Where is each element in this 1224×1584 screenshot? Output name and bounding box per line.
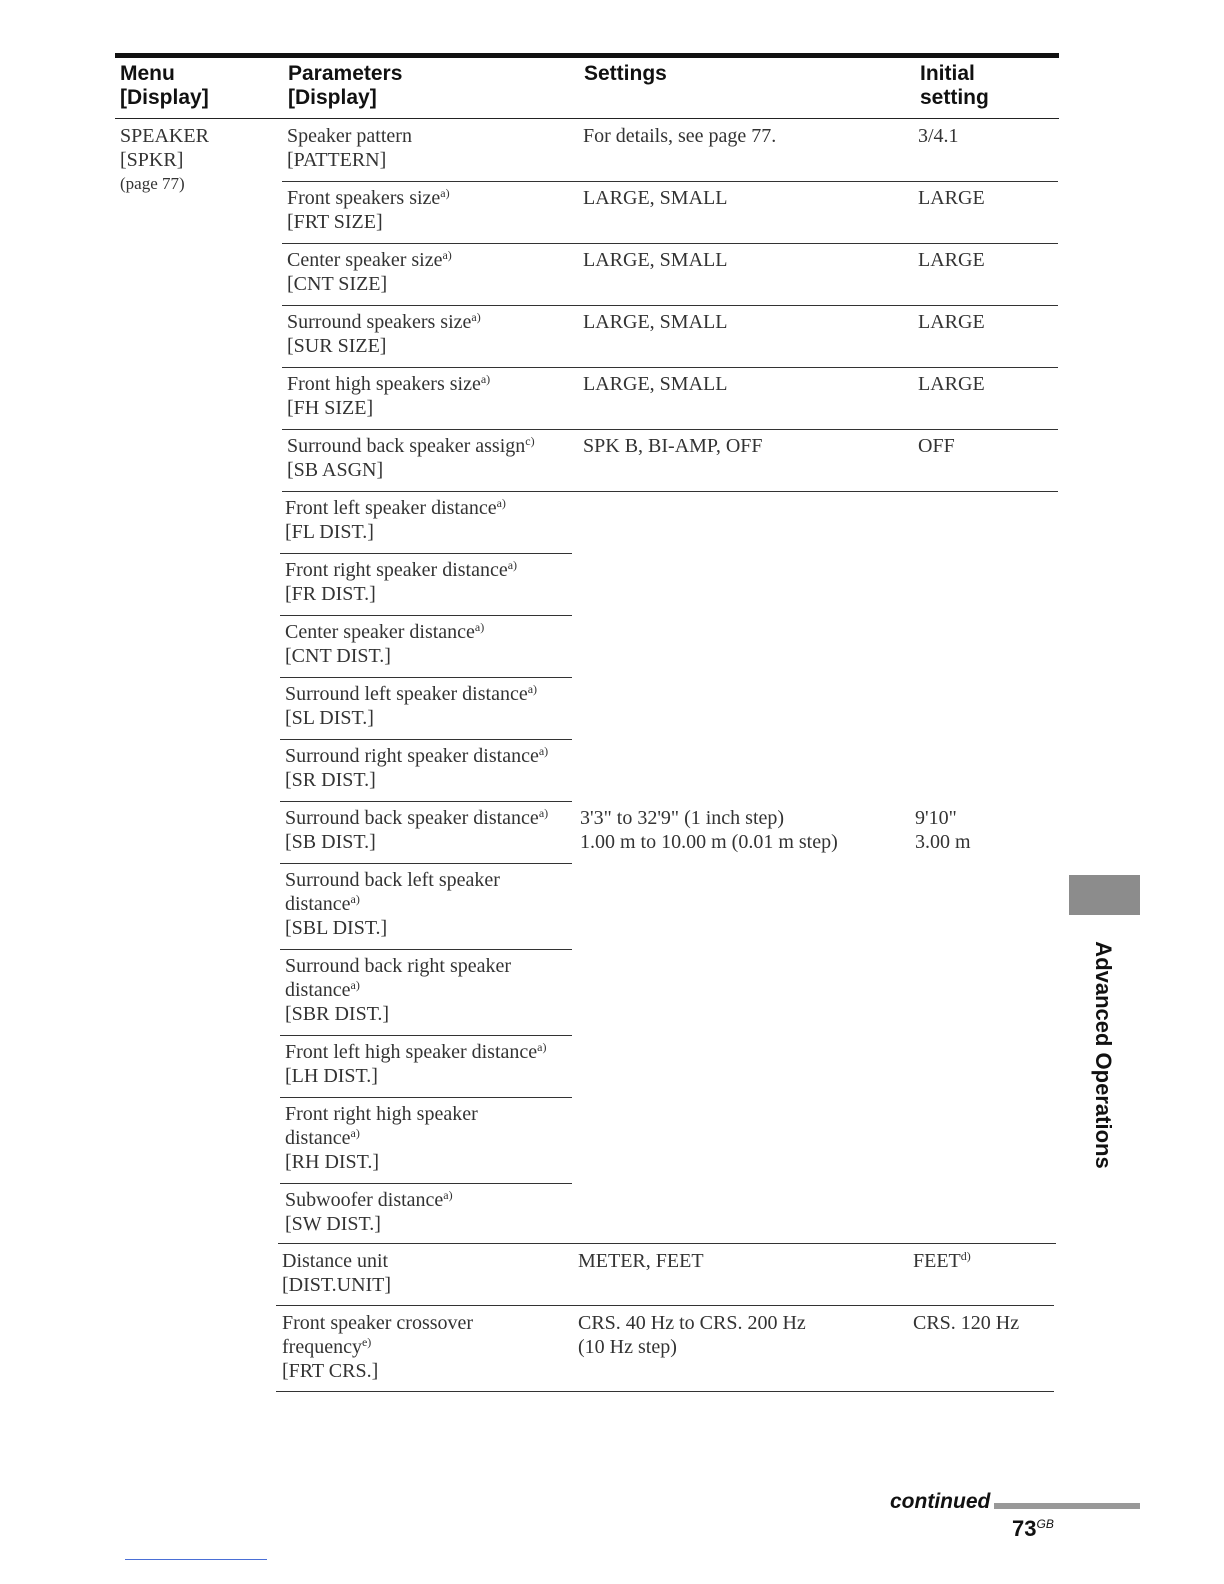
footnote-marker: a) (538, 806, 549, 820)
parameter-cell (287, 248, 452, 296)
header-settings: Settings (584, 62, 667, 85)
row-rule (282, 243, 1058, 244)
initial-cell: LARGE (918, 373, 985, 395)
parameter-label: Surround back speaker assign (287, 435, 526, 457)
parameter-name-continued (285, 978, 511, 1002)
initial-cell: OFF (918, 435, 955, 457)
distance-settings-cell (580, 806, 838, 854)
settings-cell: LARGE, SMALL (583, 373, 728, 395)
row-rule (282, 429, 1058, 430)
row-rule (282, 367, 1058, 368)
distance-parameter-cell (285, 620, 484, 668)
parameter-name-continued (285, 1126, 478, 1150)
distance-row-rule (280, 1035, 572, 1036)
settings-cell (578, 1249, 704, 1273)
parameter-label: Front right high speaker (285, 1103, 478, 1125)
initial-value: FEET (913, 1250, 961, 1272)
parameter-name-continued (282, 1335, 473, 1359)
footnote-marker: a) (442, 248, 452, 262)
distance-parameter-cell (285, 558, 517, 606)
parameter-cell (287, 310, 481, 358)
settings-cell: SPK B, BI-AMP, OFF (583, 435, 763, 457)
footnote-marker: a) (350, 978, 360, 992)
settings-cell: LARGE, SMALL (583, 249, 728, 271)
parameter-display: [SB DIST.] (285, 831, 376, 853)
parameter-label: Surround right speaker distance (285, 745, 539, 767)
distance-row-rule (280, 739, 572, 740)
parameter-name-continued (285, 892, 500, 916)
parameter-name (285, 954, 511, 978)
initial-cell: LARGE (918, 249, 985, 271)
parameter-name (287, 248, 452, 272)
distance-row-rule (280, 863, 572, 864)
parameter-label: Center speaker size (287, 249, 443, 271)
parameter-label: Surround left speaker distance (285, 683, 528, 705)
continued-label: continued (890, 1490, 991, 1513)
settings-cell (578, 1311, 806, 1359)
parameter-name (285, 558, 517, 582)
parameter-display: [SBL DIST.] (285, 917, 388, 939)
initial-cell: 3/4.1 (918, 125, 959, 147)
parameter-display: [PATTERN] (287, 149, 387, 171)
footnote-marker: d) (960, 1249, 971, 1263)
parameter-display: [FR DIST.] (285, 583, 376, 605)
parameter-label: Surround back speaker distance (285, 807, 539, 829)
header-parameters: Parameters [Display] (288, 62, 403, 109)
footnote-marker: a) (350, 1126, 360, 1140)
parameter-name (285, 620, 484, 644)
page-number: $73^{GB}$ (1012, 1516, 1054, 1541)
parameter-label: Front left high speaker distance (285, 1041, 538, 1063)
initial-cell (913, 1311, 1019, 1335)
parameter-name (285, 744, 548, 768)
parameter-display: [SL DIST.] (285, 707, 374, 729)
parameter-name (285, 806, 548, 830)
footnote-marker: a) (350, 892, 360, 906)
parameter-label: frequency (282, 1336, 362, 1358)
parameter-display: [SR DIST.] (285, 769, 376, 791)
parameter-label: Front speaker crossover (282, 1312, 474, 1334)
distance-range-meter: 1.00 m to 10.00 m (0.01 m step) (580, 831, 838, 853)
parameter-display: [CNT SIZE] (287, 273, 388, 295)
parameter-label: Front left speaker distance (285, 497, 497, 519)
footnote-marker: a) (496, 496, 506, 510)
row-rule (276, 1391, 1054, 1392)
distance-parameter-cell (285, 806, 548, 854)
parameter-name (287, 310, 481, 334)
parameter-label: Center speaker distance (285, 621, 475, 643)
parameter-display: [LH DIST.] (285, 1065, 378, 1087)
parameter-name (287, 124, 412, 148)
footnote-marker: a) (443, 1188, 453, 1202)
distance-row-rule (280, 615, 572, 616)
initial-value: CRS. 120 Hz (913, 1312, 1020, 1334)
row-rule (282, 491, 1058, 492)
footnote-marker: a) (471, 310, 481, 324)
distance-parameter-cell (285, 1040, 546, 1088)
parameter-cell (287, 434, 535, 482)
menu-speaker: SPEAKER [SPKR] (page 77) (120, 125, 209, 193)
distance-initial-feet: 9'10" (915, 807, 957, 829)
parameter-display: [FH SIZE] (287, 397, 374, 419)
row-rule (278, 1243, 1056, 1244)
parameter-label: Front right speaker distance (285, 559, 508, 581)
distance-parameter-cell (285, 682, 537, 730)
parameter-name (282, 1249, 391, 1273)
distance-range-feet: 3'3" to 32'9" (1 inch step) (580, 807, 785, 829)
footnote-marker: a) (507, 558, 518, 572)
parameter-label: Surround speakers size (287, 311, 472, 333)
header-menu: Menu [Display] (120, 62, 209, 109)
distance-row-rule (280, 801, 572, 802)
initial-cell (913, 1249, 971, 1273)
settings-line: METER, FEET (578, 1250, 704, 1272)
parameter-display: [SBR DIST.] (285, 1003, 390, 1025)
parameter-cell (287, 186, 450, 234)
distance-row-rule (280, 949, 572, 950)
table-top-rule (115, 53, 1059, 58)
footnote-marker: c) (525, 434, 535, 448)
parameter-display: [SW DIST.] (285, 1213, 381, 1235)
footnote-marker: e) (361, 1335, 372, 1349)
parameter-name (285, 1040, 546, 1064)
parameter-label: distance (285, 1127, 351, 1149)
header-bottom-rule (115, 118, 1059, 119)
footnote-marker: a) (480, 372, 491, 386)
distance-row-rule (280, 677, 572, 678)
parameter-label: Front speakers size (287, 187, 441, 209)
row-rule (282, 181, 1058, 182)
parameter-name (287, 434, 535, 458)
footnote-marker: a) (527, 682, 538, 696)
distance-parameter-cell (285, 868, 500, 940)
parameter-name (287, 186, 450, 210)
parameter-display: [FRT SIZE] (287, 211, 383, 233)
distance-row-rule (280, 1183, 572, 1184)
settings-cell: LARGE, SMALL (583, 187, 728, 209)
row-rule (282, 305, 1058, 306)
parameter-display: [RH DIST.] (285, 1151, 380, 1173)
initial-cell: LARGE (918, 187, 985, 209)
parameter-display: [SUR SIZE] (287, 335, 387, 357)
parameter-name (287, 372, 490, 396)
section-tab-marker (1069, 875, 1140, 915)
footnote-marker: a) (538, 744, 549, 758)
footnote-marker: a) (537, 1040, 547, 1054)
parameter-name (285, 1102, 478, 1126)
parameter-display: [SB ASGN] (287, 459, 384, 481)
parameter-display: [FL DIST.] (285, 521, 374, 543)
distance-parameter-cell (285, 1188, 453, 1236)
parameter-label: Surround back right speaker (285, 955, 512, 977)
distance-initial-cell (915, 806, 971, 854)
parameter-display: [FRT CRS.] (282, 1360, 379, 1382)
distance-row-rule (280, 1097, 572, 1098)
row-rule (276, 1305, 1054, 1306)
parameter-name (285, 496, 506, 520)
parameter-label: distance (285, 979, 351, 1001)
footer-line (125, 1559, 267, 1560)
parameter-label: Distance unit (282, 1250, 389, 1272)
parameter-display: [CNT DIST.] (285, 645, 391, 667)
footnote-marker: a) (474, 620, 485, 634)
footnote-marker: a) (440, 186, 450, 200)
distance-parameter-cell (285, 954, 511, 1026)
continued-bar (994, 1503, 1140, 1509)
parameter-cell (287, 372, 490, 420)
settings-line: (10 Hz step) (578, 1336, 677, 1358)
distance-parameter-cell (285, 1102, 478, 1174)
section-tab-label: Advanced Operations (1091, 941, 1116, 1169)
distance-parameter-cell (285, 496, 506, 544)
parameter-name (282, 1311, 473, 1335)
parameter-label: distance (285, 893, 351, 915)
distance-initial-meter: 3.00 m (915, 831, 971, 853)
parameter-label: Front high speakers size (287, 373, 481, 395)
parameter-cell (282, 1311, 473, 1383)
initial-cell: LARGE (918, 311, 985, 333)
parameter-name (285, 868, 500, 892)
parameter-label: Subwoofer distance (285, 1189, 444, 1211)
parameter-cell (282, 1249, 391, 1297)
settings-cell: LARGE, SMALL (583, 311, 728, 333)
parameter-label: Surround back left speaker (285, 869, 500, 891)
parameter-label: Speaker pattern (287, 125, 412, 147)
parameter-name (285, 1188, 453, 1212)
settings-line: CRS. 40 Hz to CRS. 200 Hz (578, 1312, 806, 1334)
parameter-display: [DIST.UNIT] (282, 1274, 392, 1296)
parameter-name (285, 682, 537, 706)
parameter-cell (287, 124, 412, 172)
distance-row-rule (280, 553, 572, 554)
header-initial-setting: Initial setting (920, 62, 989, 109)
distance-parameter-cell (285, 744, 548, 792)
settings-cell: For details, see page 77. (583, 125, 777, 147)
